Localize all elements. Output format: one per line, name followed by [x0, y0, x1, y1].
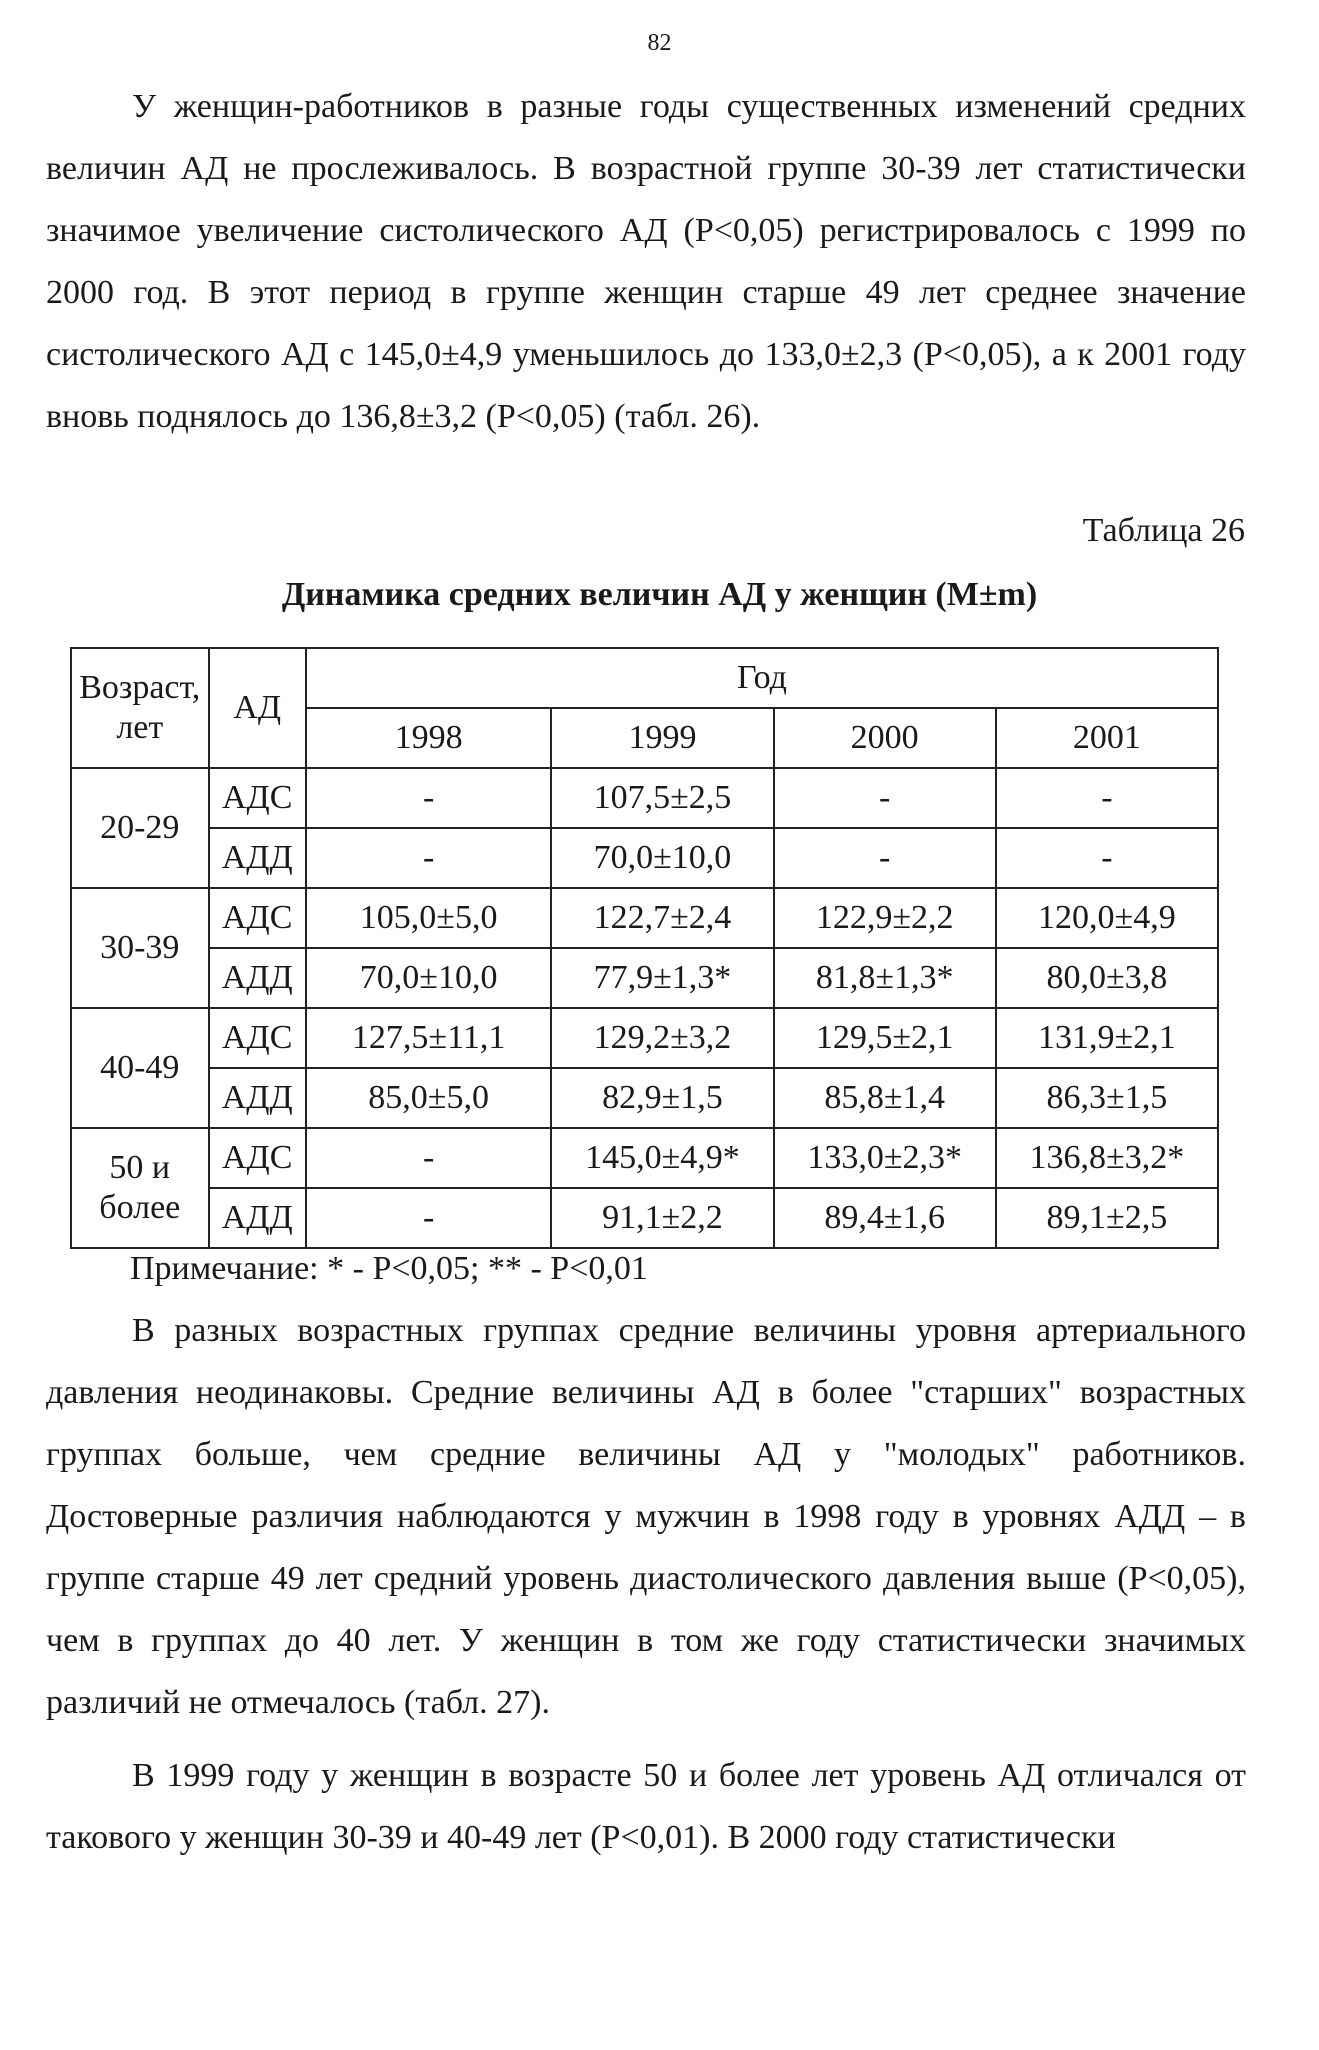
value-cell: 136,8±3,2* — [996, 1128, 1218, 1188]
value-cell: - — [774, 828, 996, 888]
value-cell: 122,9±2,2 — [774, 888, 996, 948]
table-row — [71, 828, 1218, 888]
ad-type-cell: АДД — [209, 948, 306, 1008]
value-cell: 120,0±4,9 — [996, 888, 1218, 948]
value-cell: 91,1±2,2 — [551, 1188, 773, 1248]
value-cell: 80,0±3,8 — [996, 948, 1218, 1008]
value-cell: 122,7±2,4 — [551, 888, 773, 948]
header-year-2000: 2000 — [774, 708, 996, 768]
value-cell: 133,0±2,3* — [774, 1128, 996, 1188]
age-group-cell: 20-29 — [71, 768, 209, 888]
value-cell: 85,8±1,4 — [774, 1068, 996, 1128]
table-row — [71, 1068, 1218, 1128]
table-title: Динамика средних величин АД у женщин (M±m) — [281, 576, 1038, 613]
table-row — [71, 888, 1218, 948]
value-cell: 70,0±10,0 — [306, 948, 551, 1008]
value-cell: 89,4±1,6 — [774, 1188, 996, 1248]
table-row — [71, 1188, 1218, 1248]
value-cell: 131,9±2,1 — [996, 1008, 1218, 1068]
ad-type-cell: АДС — [209, 1128, 306, 1188]
page-number: 82 — [647, 30, 672, 56]
value-cell: 107,5±2,5 — [551, 768, 773, 828]
header-ad: АД — [209, 648, 306, 768]
paragraph-intro: У женщин-работников в разные годы существенных изменений средних величин АД не прослеживалось. В возрастной группе 30-39 лет статистически значимое увеличение систолического АД (Р<0,05) регистрировалось с 1999 по 2000 год. В этот период в группе женщин старше 49 лет среднее значение систолического АД с 145,0±4,9 уменьшилось до 133,0±2,3 (Р<0,05), а к 2001 году вновь поднялось до 136,8±3,2 (Р<0,05) (табл. 26). — [46, 88, 1246, 435]
value-cell: - — [306, 1128, 551, 1188]
header-year-1998: 1998 — [306, 708, 551, 768]
age-group-cell: 30-39 — [71, 888, 209, 1008]
ad-type-cell: АДД — [209, 1068, 306, 1128]
value-cell: 77,9±1,3* — [551, 948, 773, 1008]
value-cell: 82,9±1,5 — [551, 1068, 773, 1128]
value-cell: - — [306, 828, 551, 888]
value-cell: - — [306, 1188, 551, 1248]
paragraph-1999: В 1999 году у женщин в возрасте 50 и более лет уровень АД отличался от такового у женщин 30-39 и 40-49 лет (Р<0,01). В 2000 году статистически — [46, 1757, 1246, 1856]
value-cell: 129,2±3,2 — [551, 1008, 773, 1068]
header-year-2001: 2001 — [996, 708, 1218, 768]
table-label: Таблица 26 — [1082, 512, 1245, 549]
value-cell: - — [996, 828, 1218, 888]
header-year-1999: 1999 — [551, 708, 773, 768]
ad-type-cell: АДД — [209, 1188, 306, 1248]
age-group-cell: 40-49 — [71, 1008, 209, 1128]
table-row — [71, 948, 1218, 1008]
value-cell: 70,0±10,0 — [551, 828, 773, 888]
table-row — [71, 1008, 1218, 1068]
value-cell: 145,0±4,9* — [551, 1128, 773, 1188]
value-cell: - — [774, 768, 996, 828]
ad-type-cell: АДС — [209, 888, 306, 948]
table-note: Примечание: * - Р<0,05; ** - Р<0,01 — [130, 1250, 648, 1287]
blood-pressure-table — [70, 647, 1219, 1249]
value-cell: 127,5±11,1 — [306, 1008, 551, 1068]
value-cell: 81,8±1,3* — [774, 948, 996, 1008]
value-cell: 105,0±5,0 — [306, 888, 551, 948]
ad-type-cell: АДС — [209, 1008, 306, 1068]
table-row — [71, 768, 1218, 828]
age-group-cell: 50 и более — [71, 1128, 209, 1248]
value-cell: 86,3±1,5 — [996, 1068, 1218, 1128]
table-row — [71, 1128, 1218, 1188]
value-cell: - — [996, 768, 1218, 828]
header-age: Возраст, лет — [71, 648, 209, 768]
value-cell: - — [306, 768, 551, 828]
header-year: Год — [306, 648, 1218, 708]
ad-type-cell: АДС — [209, 768, 306, 828]
value-cell: 129,5±2,1 — [774, 1008, 996, 1068]
paragraph-comparison: В разных возрастных группах средние величины уровня артериального давления неодинаковы. Средние величины АД в более "старших" возрастных группах больше, чем средние величины АД у "молодых" работников. Достоверные различия наблюдаются у мужчин в 1998 году в уровнях АДД – в группе старше 49 лет средний уровень диастолического давления выше (Р<0,05), чем в группах до 40 лет. У женщин в том же году статистически значимых различий не отмечалось (табл. 27). — [46, 1312, 1246, 1721]
value-cell: 89,1±2,5 — [996, 1188, 1218, 1248]
ad-type-cell: АДД — [209, 828, 306, 888]
value-cell: 85,0±5,0 — [306, 1068, 551, 1128]
